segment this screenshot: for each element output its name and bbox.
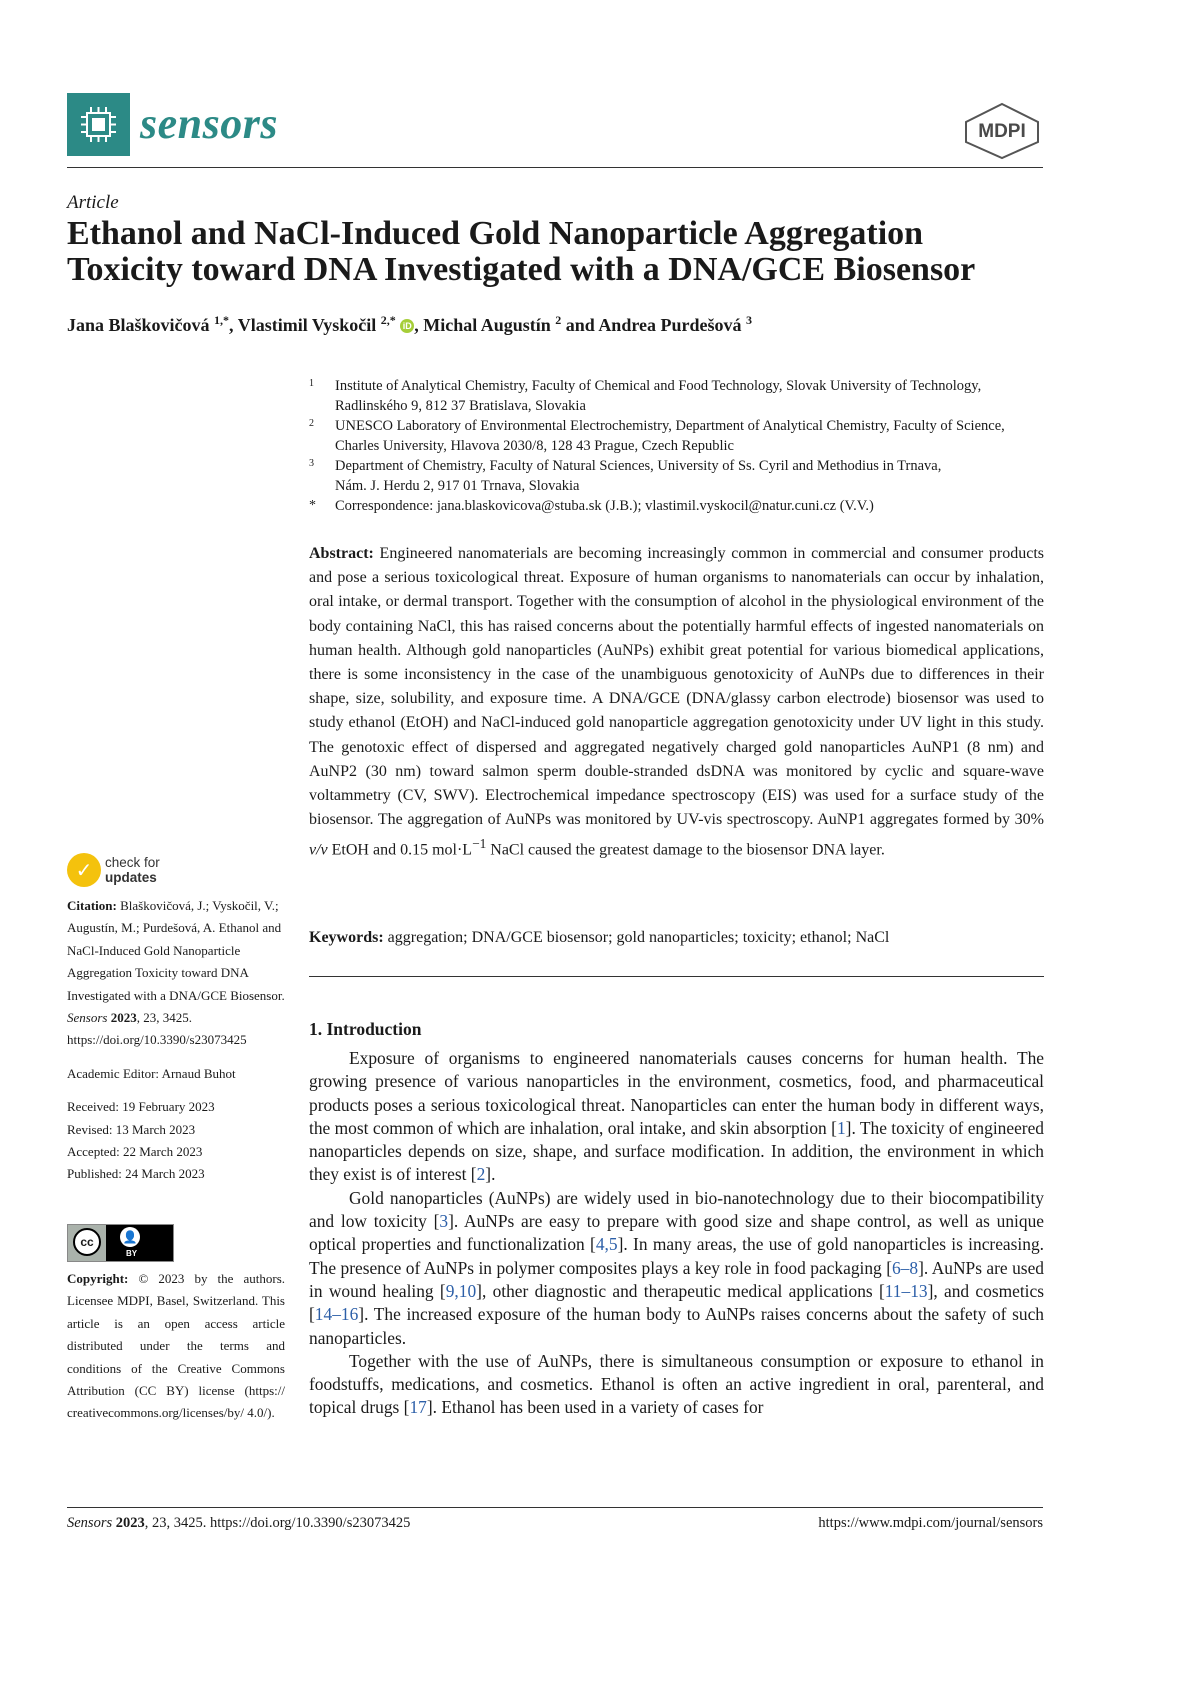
orcid-icon[interactable]: iD <box>400 319 414 333</box>
author-affiliation-marker: 2 <box>555 313 562 327</box>
title-line-2: Toxicity toward DNA Investigated with a DNA/GCE Biosensor <box>67 251 976 288</box>
date-published: Published: 24 March 2023 <box>67 1166 205 1182</box>
author-name[interactable]: Vlastimil Vyskočil <box>237 315 377 335</box>
citation-link[interactable]: 11–13 <box>884 1280 928 1301</box>
author-name[interactable]: Andrea Purdešová <box>598 315 742 335</box>
academic-editor: Academic Editor: Arnaud Buhot <box>67 1065 236 1081</box>
affiliations <box>309 376 1049 516</box>
checkmark-icon: ✓ <box>67 853 101 887</box>
author-affiliation-marker: 1,* <box>214 313 230 327</box>
paragraph: Gold nanoparticles (AuNPs) are widely used in bio-nanotechnology due to their biocompatibility and low toxicity [3]. AuNPs are easy to prepare with good size and shape control, as well as unique optical properties and functionalization [4,5]. In many areas, the use of gold nanoparticles is increasing. The presence of AuNPs in polymer composites plays a key role in food packaging [6–8]. AuNPs are used in wound healing [9,10], other diagnostic and therapeutic medical applications [11–13], and cosmetics [14–16]. The increased exposure of the human body to AuNPs raises concerns about the safety of such nanoparticles. <box>309 1187 1044 1348</box>
citation-link[interactable]: 14–16 <box>314 1304 359 1325</box>
citation-link[interactable]: 2 <box>476 1164 486 1185</box>
journal-name: sensors <box>140 99 278 148</box>
author-affiliation-marker: 2,* <box>380 313 396 327</box>
paragraph: Together with the use of AuNPs, there is simultaneous consumption or exposure to ethanol in foodstuffs, medications, and cosmetics. Ethanol is often an active ingredient in oral, parenteral, and topical drugs [17]. Ethanol has been used in a variety of cases for <box>309 1350 1044 1418</box>
citation-link[interactable]: 17 <box>409 1397 427 1418</box>
author-name[interactable]: Jana Blaškovičová <box>67 315 210 335</box>
keywords: Keywords: aggregation; DNA/GCE biosensor; gold nanoparticles; toxicity; ethanol; NaCl <box>309 929 890 946</box>
abstract-divider <box>309 976 1044 977</box>
article-type: Article <box>67 192 119 213</box>
journal-logo-icon <box>67 93 130 156</box>
keywords-label: Keywords: <box>309 929 384 946</box>
footer-divider <box>67 1507 1043 1508</box>
publisher-logo <box>960 100 1045 160</box>
article-info-sidebar <box>67 895 287 1186</box>
abstract: Abstract: Engineered nanomaterials are becoming increasingly common in commercial and consumer products and pose a serious toxicological threat. Exposure of human organisms to nanomaterials can occur by inhalation, oral intake, or dermal transport. Together with the consumption of alcohol in the physiological environment of the body containing NaCl, this has raised concerns about the potentially harmful effects of ingested nanomaterials on human health. Although gold nanoparticles (AuNPs) exhibit great potential for various biomedical applications, there is some inconsistency in the case of the unambiguous genotoxicity of AuNPs due to differences in their shape, size, solubility, and exposure time. A DNA/GCE (DNA/glassy carbon electrode) biosensor was used to study ethanol (EtOH) and NaCl-induced gold nanoparticle aggregation genotoxicity under UV light in this study. The genotoxic effect of dispersed and aggregated negatively charged gold nanoparticles AuNP1 (8 nm) and AuNP2 (30 nm) toward salmon sperm double-stranded dsDNA was monitored by cyclic and square-wave voltammetry (CV, SWV). Electrochemical impedance spectroscopy (EIS) was used for a surface study of the biosensor. The aggregation of AuNPs was monitored by UV-vis spectroscopy. AuNP1 aggregates formed by 30% v/v EtOH and 0.15 $mol\cdot L^{-1}$ NaCl caused the greatest damage to the biosensor DNA layer. <box>309 545 1044 859</box>
citation: Citation: Blaškovičová, J.; Vyskočil, V.; Augustín, M.; Purdešová, A. Ethanol and NaCl-Induced Gold Nanoparticle Aggregation Toxicity toward DNA Investigated with a DNA/GCE Biosensor. Sensors 2023, 23, 3425. https://doi.org/10.3390/s23073425 <box>67 898 285 1048</box>
author-name[interactable]: Michal Augustín <box>423 315 551 335</box>
title-line-1: Ethanol and NaCl-Induced Gold Nanoparticle Aggregation <box>67 215 924 252</box>
abstract-label: Abstract: <box>309 545 374 562</box>
author-list: Jana Blaškovičová $^{1,*}$, Vlastimil Vyskočil $^{2,*}$ iD , Michal Augustín $^2$ and Andrea Purdešová $^3$ <box>67 313 752 335</box>
cc-by-license-badge[interactable]: cc 👤 BY <box>67 1224 174 1262</box>
footer-journal-url[interactable]: https://www.mdpi.com/journal/sensors <box>818 1515 1043 1531</box>
paragraph: Exposure of organisms to engineered nanomaterials causes concerns for human health. The growing presence of various nanoparticles in the environment, cosmetics, food, and pharmaceutical products poses a serious toxicological threat. Nanoparticles can enter the human body in different ways, the most common of which are inhalation, oral intake, and skin absorption [1]. The toxicity of engineered nanoparticles depends on size, shape, and surface modification. In addition, the environment in which they exist is of interest [2]. <box>309 1048 1044 1185</box>
affiliation-item: 1 Institute of Analytical Chemistry, Faculty of Chemical and Food Technology, Slovak University of Technology, Radlinského 9, 812 37 Bratislava, Slovakia <box>309 378 982 414</box>
citation-link[interactable]: 4,5 <box>595 1234 618 1255</box>
affiliation-item: 2 UNESCO Laboratory of Environmental Electrochemistry, Department of Analytical Chemistry, Faculty of Science, Charles University, Hlavova 2030/8, 128 43 Prague, Czech Republic <box>309 418 1005 454</box>
author-affiliation-marker: 3 <box>746 313 752 327</box>
cc-icon: cc <box>73 1228 101 1256</box>
citation-link[interactable]: 6–8 <box>891 1257 919 1278</box>
introduction-body <box>309 1047 1044 1420</box>
citation-doi[interactable]: , 23, 3425. https://doi.org/10.3390/s23073425 <box>67 1010 247 1048</box>
footer-citation: Sensors 2023, 23, 3425. https://doi.org/10.3390/s23073425 <box>67 1515 411 1531</box>
svg-text:MDPI: MDPI <box>978 121 1026 142</box>
copyright-notice: Copyright: © 2023 by the authors. Licensee MDPI, Basel, Switzerland. This article is an open access article distributed under the terms and conditions of the Creative Commons Attribution (CC BY) license (https:// creativecommons.org/licenses/by/ 4.0/). <box>67 1271 285 1421</box>
correspondence: * Correspondence: jana.blaskovicova@stuba.sk (J.B.); vlastimil.vyskocil@natur.cuni.cz (V.V.) <box>309 496 1049 516</box>
header-divider <box>67 167 1043 168</box>
citation-link[interactable]: 3 <box>439 1211 449 1232</box>
date-received: Received: 19 February 2023 <box>67 1099 215 1115</box>
section-heading: 1. Introduction <box>309 1019 422 1039</box>
citation-link[interactable]: 1 <box>836 1117 846 1138</box>
article-title <box>67 216 1067 288</box>
citation-link[interactable]: 9,10 <box>445 1280 477 1301</box>
check-for-updates-button[interactable]: ✓ check for updates <box>67 853 267 893</box>
correspondence-emails[interactable]: Correspondence: jana.blaskovicova@stuba.sk (J.B.); vlastimil.vyskocil@natur.cuni.cz (V.V.) <box>335 498 874 514</box>
date-revised: Revised: 13 March 2023 <box>67 1121 196 1137</box>
person-icon: 👤 <box>120 1227 140 1247</box>
affiliation-item: 3 Department of Chemistry, Faculty of Natural Sciences, University of Ss. Cyril and Methodius in Trnava, Nám. J. Herdu 2, 917 01 Trnava, Slovakia <box>309 458 942 494</box>
date-accepted: Accepted: 22 March 2023 <box>67 1144 203 1160</box>
